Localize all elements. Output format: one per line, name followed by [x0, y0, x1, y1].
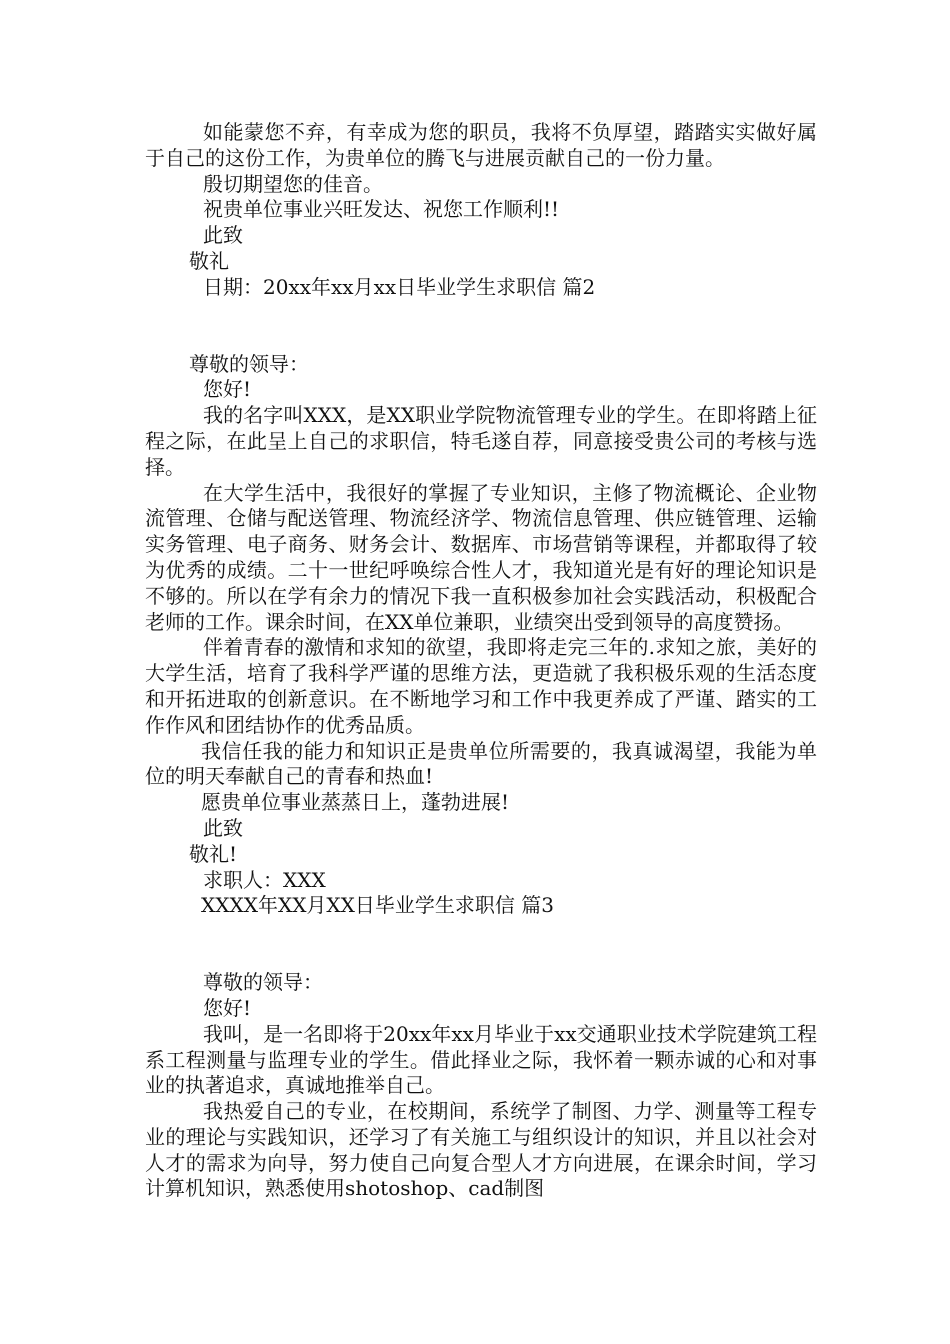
- section-gap: [145, 919, 817, 970]
- document-page: [145, 120, 817, 1202]
- salutation-cizhi-2: 此致: [203, 815, 243, 840]
- paragraph-confidence: 我信任我的能力和知识正是贵单位所需要的，我真诚渴望，我能为单位的明天奉献自己的青春和热血!: [145, 738, 817, 789]
- greeting-dear-leader-3: 尊敬的领导：: [203, 970, 323, 995]
- applicant-line: 求职人：XXX: [203, 867, 326, 892]
- paragraph-self-intro-3: 我叫，是一名即将于20xx年xx月毕业于xx交通职业技术学院建筑工程系工程测量与监理专业的学生。借此择业之际，我怀着一颗赤诚的心和对事业的执著追求，真诚地推举自己。: [145, 1021, 817, 1098]
- paragraph-wish-prosper: 愿贵单位事业蒸蒸日上，蓬勃进展!: [201, 790, 510, 815]
- greeting-hello-3: 您好!: [203, 995, 252, 1020]
- paragraph-closing-hope: 如能蒙您不弃，有幸成为您的职员，我将不负厚望，踏踏实实做好属于自己的这份工作，为贵单位的腾飞与进展贡献自己的一份力量。: [145, 120, 817, 170]
- paragraph-major-study: 我热爱自己的专业，在校期间，系统学了制图、力学、测量等工程专业的理论与实践知识，还学习了有关施工与组织设计的知识，并且以社会对人才的需求为向导，努力使自己向复合型人才方向进展，在课余时间，学习计算机知识，熟悉使用shotoshop、cad制图: [145, 1099, 817, 1201]
- paragraph-awaiting-reply: 殷切期望您的佳音。: [203, 171, 383, 196]
- paragraph-university-life: 在大学生活中，我很好的掌握了专业知识，主修了物流概论、企业物流管理、仓储与配送管理、物流经济学、物流信息管理、供应链管理、运输实务管理、电子商务、财务会计、数据库、市场营销等课程，并都取得了较为优秀的成绩。二十一世纪呼唤综合性人才，我知道光是有好的理论知识是不够的。所以在学有余力的情况下我一直积极参加社会实践活动，积极配合老师的工作。课余时间，在XX单位兼职，业绩突出受到领导的高度赞扬。: [145, 480, 817, 634]
- section-gap: [145, 301, 817, 352]
- date-line-heading-2: 日期：20xx年xx月xx日毕业学生求职信 篇2: [203, 274, 596, 299]
- greeting-dear-leader: 尊敬的领导：: [189, 351, 309, 376]
- salutation-cizhi: 此致: [203, 223, 243, 248]
- salutation-jingli-2: 敬礼!: [189, 841, 238, 866]
- date-line-heading-3: XXXX年XX月XX日毕业学生求职信 篇3: [201, 893, 554, 918]
- paragraph-wishes: 祝贵单位事业兴旺发达、祝您工作顺利!!: [203, 197, 560, 222]
- paragraph-youth-passion: 伴着青春的激情和求知的欲望，我即将走完三年的.求知之旅，美好的大学生活，培育了我科学严谨的思维方法，更造就了我积极乐观的生活态度和开拓进取的创新意识。在不断地学习和工作中我更养成了严谨、踏实的工作作风和团结协作的优秀品质。: [145, 635, 817, 737]
- salutation-jingli: 敬礼: [189, 248, 229, 273]
- greeting-hello: 您好!: [203, 377, 252, 402]
- paragraph-self-intro: 我的名字叫XXX，是XX职业学院物流管理专业的学生。在即将踏上征程之际，在此呈上自己的求职信，特毛遂自荐，同意接受贵公司的考核与选择。: [145, 403, 817, 479]
